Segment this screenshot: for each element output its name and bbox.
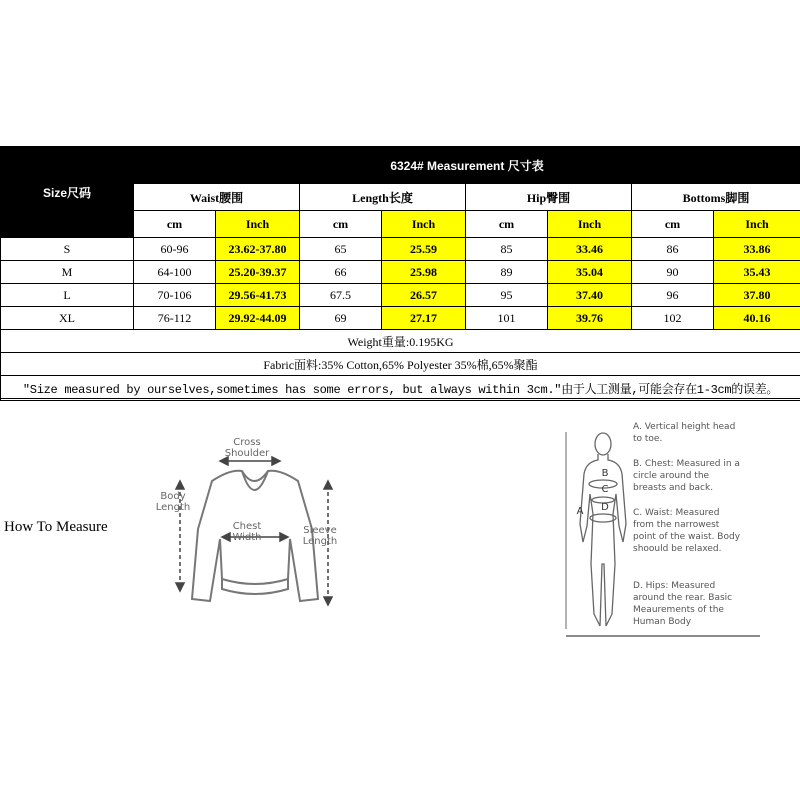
hip-cm-cell: 89 xyxy=(466,261,548,284)
unit-cm: cm xyxy=(632,211,714,238)
hip-inch-cell: 37.40 xyxy=(548,284,632,307)
length-cm-cell: 65 xyxy=(300,238,382,261)
length-cm-cell: 69 xyxy=(300,307,382,330)
size-cell: M xyxy=(1,261,134,284)
length-cm-cell: 66 xyxy=(300,261,382,284)
length-cm-cell: 67.5 xyxy=(300,284,382,307)
unit-inch: Inch xyxy=(548,211,632,238)
note-c: C. Waist: Measured from the narrowest point of the waist. Body shoould be relaxed. xyxy=(633,508,741,554)
unit-cm: cm xyxy=(300,211,382,238)
waist-inch-cell: 29.92-44.09 xyxy=(216,307,300,330)
measurement-note: "Size measured by ourselves,sometimes has some errors, but always within 3cm."由于人工测量,可能会存在1-3cm的误差。 xyxy=(1,376,800,401)
hip-inch-cell: 35.04 xyxy=(548,261,632,284)
bottoms-cm-cell: 86 xyxy=(632,238,714,261)
length-inch-cell: 25.98 xyxy=(382,261,466,284)
size-chart xyxy=(0,146,800,401)
unit-inch: Inch xyxy=(382,211,466,238)
unit-inch: Inch xyxy=(216,211,300,238)
size-cell: L xyxy=(1,284,134,307)
size-cell: XL xyxy=(1,307,134,330)
length-inch-cell: 27.17 xyxy=(382,307,466,330)
unit-cm: cm xyxy=(466,211,548,238)
bottoms-inch-cell: 35.43 xyxy=(714,261,800,284)
size-column-header: Size尺码 xyxy=(1,147,134,238)
weight-row: Weight重量:0.195KG xyxy=(1,330,800,353)
length-inch-cell: 26.57 xyxy=(382,284,466,307)
table-row xyxy=(1,238,800,261)
group-header-hip: Hip臀围 xyxy=(466,184,632,211)
mark-d: D xyxy=(601,502,609,513)
bottoms-inch-cell: 33.86 xyxy=(714,238,800,261)
cross-shoulder-label: Cross Shoulder xyxy=(224,437,270,459)
hip-inch-cell: 33.46 xyxy=(548,238,632,261)
body-length-label: Body Length xyxy=(155,491,191,513)
how-to-measure-label: How To Measure xyxy=(4,519,108,535)
mark-c: C xyxy=(601,484,609,495)
bottoms-inch-cell: 40.16 xyxy=(714,307,800,330)
hip-inch-cell: 39.76 xyxy=(548,307,632,330)
note-b: B. Chest: Measured in a circle around the breasts and back. xyxy=(633,459,740,493)
bottoms-inch-cell: 37.80 xyxy=(714,284,800,307)
mark-a: A xyxy=(576,506,584,517)
hip-cm-cell: 85 xyxy=(466,238,548,261)
group-header-length: Length长度 xyxy=(300,184,466,211)
hip-cm-cell: 95 xyxy=(466,284,548,307)
chest-width-label: Chest Width xyxy=(232,521,262,543)
table-row xyxy=(1,307,800,330)
table-row xyxy=(1,261,800,284)
note-d: D. Hips: Measured around the rear. Basic Meaurements of the Human Body xyxy=(633,581,733,627)
waist-inch-cell: 29.56-41.73 xyxy=(216,284,300,307)
size-table xyxy=(0,146,800,401)
bottoms-cm-cell: 96 xyxy=(632,284,714,307)
waist-cm-cell: 64-100 xyxy=(134,261,216,284)
waist-inch-cell: 23.62-37.80 xyxy=(216,238,300,261)
fabric-row: Fabric面料:35% Cotton,65% Polyester 35%棉,65%聚酯 xyxy=(1,353,800,376)
sleeve-length-label: Sleeve Length xyxy=(302,525,338,547)
waist-cm-cell: 60-96 xyxy=(134,238,216,261)
waist-cm-cell: 70-106 xyxy=(134,284,216,307)
table-title: 6324# Measurement 尺寸表 xyxy=(134,147,800,184)
waist-cm-cell: 76-112 xyxy=(134,307,216,330)
size-cell: S xyxy=(1,238,134,261)
mark-b: B xyxy=(601,468,609,479)
bottoms-cm-cell: 102 xyxy=(632,307,714,330)
bottoms-cm-cell: 90 xyxy=(632,261,714,284)
unit-inch: Inch xyxy=(714,211,800,238)
how-to-measure-section xyxy=(0,398,800,699)
waist-inch-cell: 25.20-39.37 xyxy=(216,261,300,284)
group-header-bottoms: Bottoms脚围 xyxy=(632,184,800,211)
length-inch-cell: 25.59 xyxy=(382,238,466,261)
table-row xyxy=(1,284,800,307)
note-a: A. Vertical height head to toe. xyxy=(633,422,736,444)
group-header-waist: Waist腰围 xyxy=(134,184,300,211)
hip-cm-cell: 101 xyxy=(466,307,548,330)
unit-cm: cm xyxy=(134,211,216,238)
